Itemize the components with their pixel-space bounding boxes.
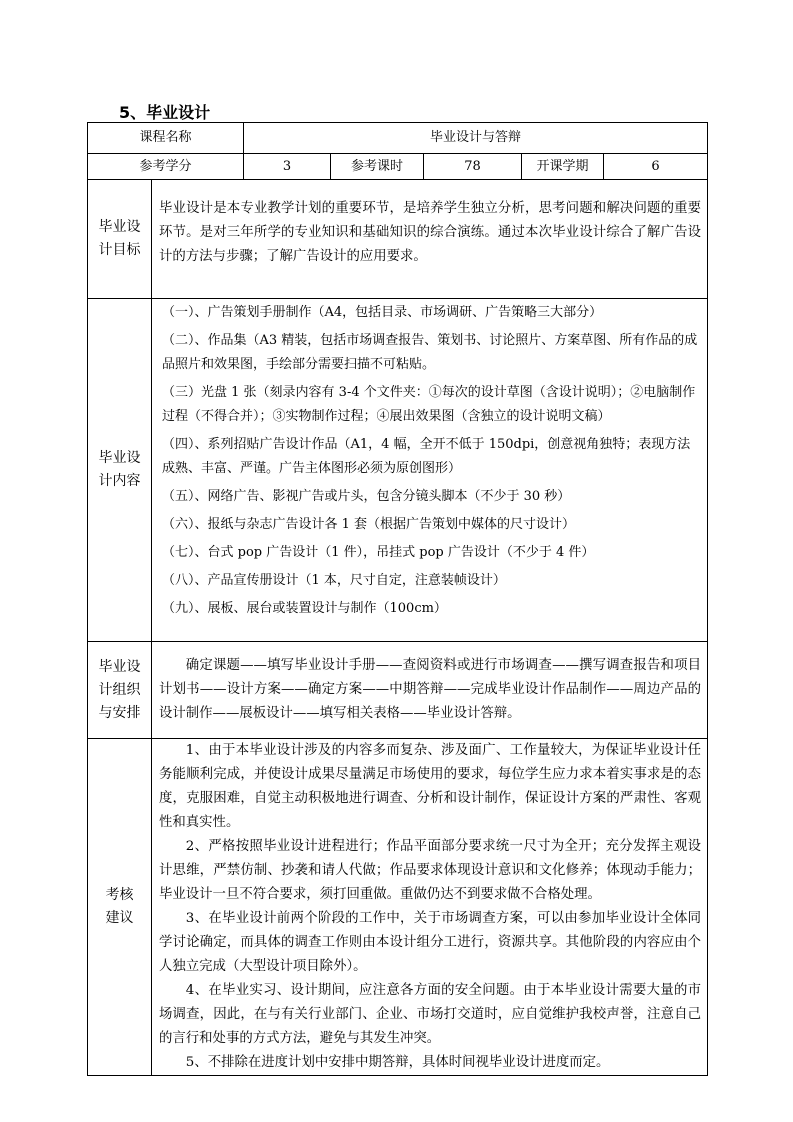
goal-text: 毕业设计是本专业教学计划的重要环节，是培养学生独立分析，思考问题和解决问题的重要环节。是对三年所学的专业知识和基础知识的综合演练。通过本次毕业设计综合了解广告设计的方法与步骤；了解广告设计的应用要求。 (159, 201, 702, 264)
assessment-paragraph: 4、在毕业实习、设计期间，应注意各方面的安全问题。由于本毕业设计需要大量的市场调查，因此，在与有关行业部门、企业、市场打交道时，应自觉维护我校声誉，注意自己的言行和处事的方式方法，避免与其发生冲突。 (159, 983, 702, 1046)
content-item: （一）、广告策划手册制作（A4，包括目录、市场调研、广告策略三大部分） (162, 305, 603, 320)
assessment-paragraph: 2、严格按照毕业设计进程进行；作品平面部分要求统一尺寸为全开；充分发挥主观设计思维，严禁仿制、抄袭和请人代做；作品要求体现设计意识和文化修养；体现动手能力；毕业设计一旦不符合要求，须打回重做。重做仍达不到要求做不合格处理。 (159, 839, 702, 902)
assessment-paragraph: 3、在毕业设计前两个阶段的工作中，关于市场调查方案，可以由参加毕业设计全体同学讨论确定，而具体的调查工作则由本设计组分工进行，资源共享。其他阶段的内容应由个人独立完成（大型设计项目除外）。 (159, 911, 702, 974)
organization-text: 确定课题——填写毕业设计手册——查阅资料或进行市场调查——撰写调查报告和项目计划书——设计方案——确定方案——中期答辩——完成毕业设计作品制作——周边产品的设计制作——展板设计——填写相关表格——毕业设计答辩。 (159, 658, 702, 721)
content-row (88, 299, 708, 642)
content-item: （七）、台式 pop 广告设计（1 件），吊挂式 pop 广告设计（不少于 4 件） (162, 545, 595, 560)
assessment-label: 考核 建议 (88, 739, 152, 1076)
organization-label: 毕业设 计组织 与安排 (88, 642, 152, 739)
credits-row (88, 154, 708, 180)
assessment-row (88, 739, 708, 1076)
assessment-paragraph: 1、由于本毕业设计涉及的内容多而复杂、涉及面广、工作量较大，为保证毕业设计任务能顺利完成，并使设计成果尽量满足市场使用的要求，每位学生应力求本着实事求是的态度，克服困难，自觉主动积极地进行调查、分析和设计制作，保证设计方案的严肃性、客观性和真实性。 (159, 743, 702, 830)
content-item: （二）、作品集（A3 精装，包括市场调查报告、策划书、讨论照片、方案草图、所有作品的成品照片和效果图，手绘部分需要扫描不可粘贴。 (162, 333, 698, 372)
course-name-value: 毕业设计与答辩 (244, 123, 708, 154)
assessment-paragraph: 5、不排除在进度计划中安排中期答辩，具体时间视毕业设计进度而定。 (185, 1055, 610, 1070)
content-items (152, 299, 708, 642)
content-item: （四）、系列招贴广告设计作品（A1，4 幅，全开不低于 150dpi，创意视角独特；表现方法成熟、丰富、严谨。广告主体图形必须为原创图形） (162, 437, 691, 476)
organization-row (88, 642, 708, 739)
goal-row (88, 180, 708, 299)
credit-value: 3 (244, 154, 331, 180)
term-label: 开课学期 (522, 154, 604, 180)
goal-label: 毕业设 计目标 (88, 180, 152, 299)
content-item: （九）、展板、展台或装置设计与制作（100cm） (162, 601, 447, 616)
content-item: （八）、产品宣传册设计（1 本，尺寸自定，注意装帧设计） (162, 573, 506, 588)
content-label: 毕业设 计内容 (88, 299, 152, 642)
term-value: 6 (604, 154, 708, 180)
course-table (87, 122, 708, 1076)
content-item: （五）、网络广告、影视广告或片头，包含分镜头脚本（不少于 30 秒） (162, 489, 571, 504)
course-name-row (88, 123, 708, 154)
hours-label: 参考课时 (331, 154, 424, 180)
hours-value: 78 (424, 154, 522, 180)
content-item: （六）、报纸与杂志广告设计各 1 套（根据广告策划中媒体的尺寸设计） (162, 517, 576, 532)
section-title: 5、毕业设计 (119, 103, 211, 122)
content-item: （三）光盘 1 张（刻录内容有 3-4 个文件夹：①每次的设计草图（含设计说明）；②电脑制作过程（不得合并）；③实物制作过程；④展出效果图（含独立的设计说明文稿） (162, 385, 696, 424)
credit-label: 参考学分 (88, 154, 244, 180)
course-name-label: 课程名称 (88, 123, 244, 154)
